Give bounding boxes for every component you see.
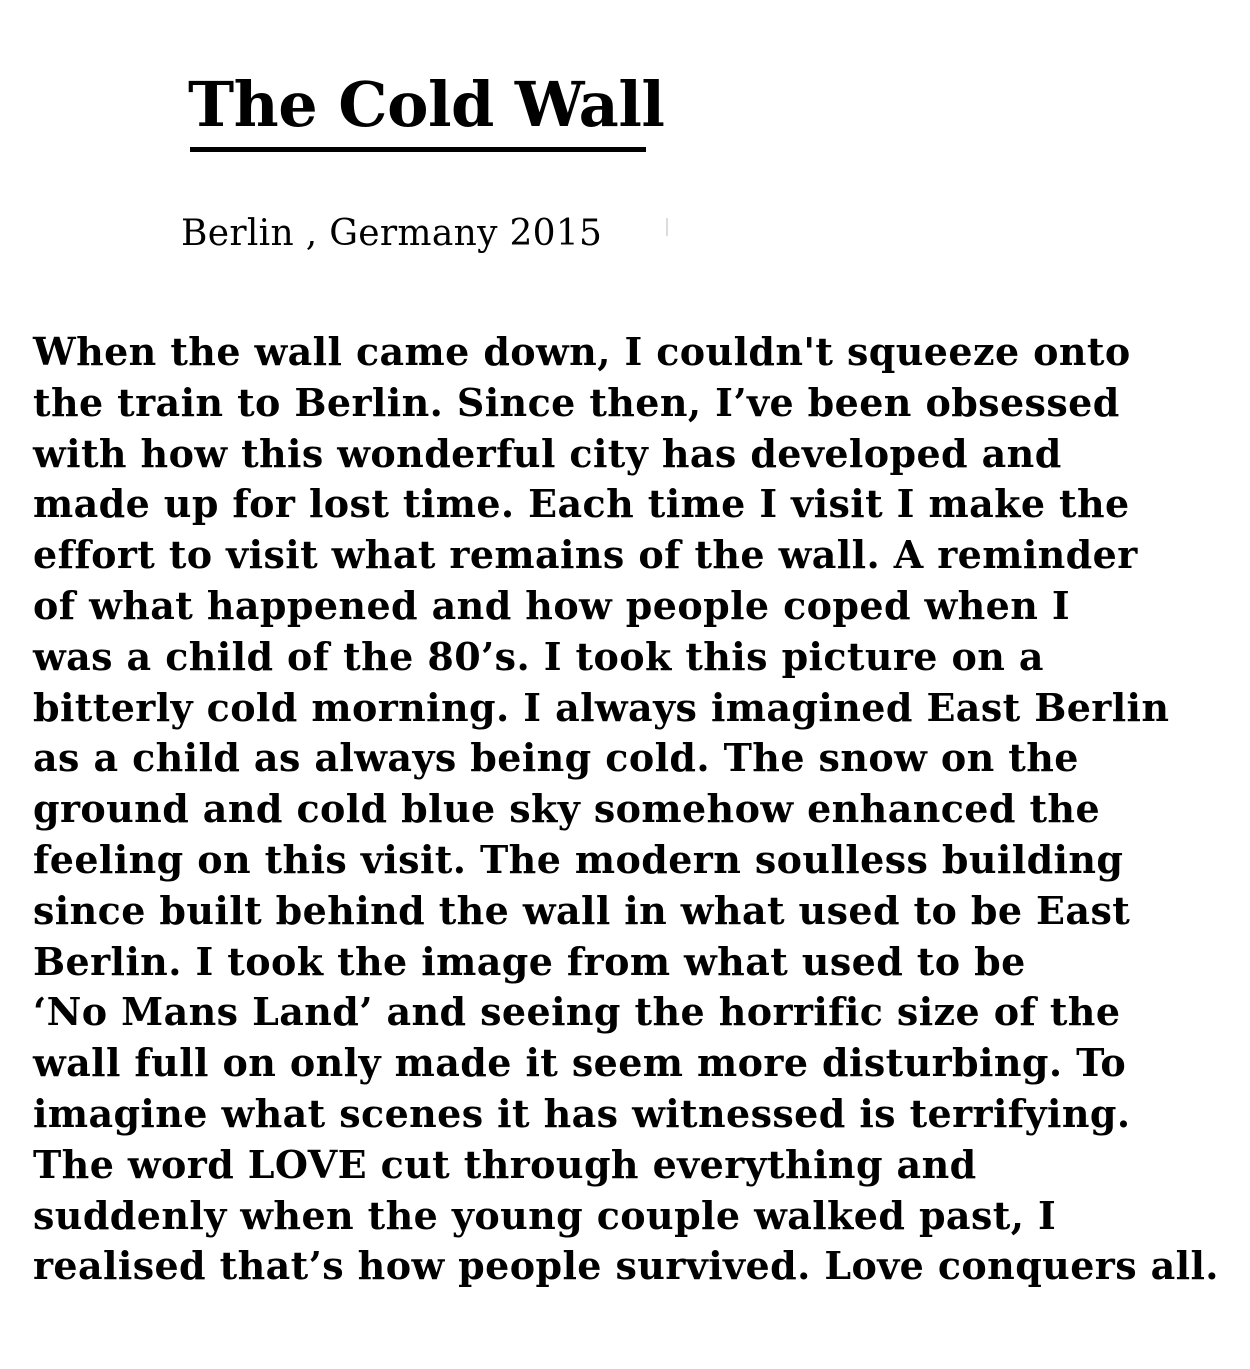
- body-paragraph: [33, 327, 1243, 1292]
- location-date-subtitle: Berlin , Germany 2015: [181, 213, 603, 254]
- body-line: as a child as always being cold. The snow on the: [33, 735, 1079, 781]
- body-line: effort to visit what remains of the wall. A reminder: [33, 532, 1138, 578]
- title-block: [188, 68, 665, 142]
- page-title: The Cold Wall: [188, 68, 665, 141]
- body-line: made up for lost time. Each time I visit I make the: [33, 481, 1130, 527]
- body-line: ground and cold blue sky somehow enhanced the: [33, 786, 1101, 832]
- body-line: was a child of the 80’s. I took this picture on a: [33, 633, 1044, 679]
- body-line: of what happened and how people coped when I: [33, 582, 1071, 628]
- body-line: since built behind the wall in what used to be East: [33, 887, 1131, 933]
- body-line: with how this wonderful city has developed and: [33, 430, 1062, 476]
- body-line: feeling on this visit. The modern soulless building: [33, 836, 1124, 882]
- body-line: wall full on only made it seem more disturbing. To: [33, 1040, 1127, 1086]
- body-line: The word LOVE cut through everything and: [33, 1141, 977, 1187]
- body-line: Berlin. I took the image from what used to be: [33, 938, 1026, 984]
- text-cursor-mark: [666, 218, 668, 236]
- body-line: bitterly cold morning. I always imagined East Berlin: [33, 684, 1170, 730]
- body-line: the train to Berlin. Since then, I’ve been obsessed: [33, 379, 1120, 425]
- body-line: When the wall came down, I couldn't squeeze onto: [33, 329, 1131, 374]
- body-line: ‘No Mans Land’ and seeing the horrific size of the: [33, 989, 1121, 1035]
- body-line: imagine what scenes it has witnessed is terrifying.: [33, 1090, 1131, 1136]
- body-line: realised that’s how people survived. Love conquers all.: [33, 1243, 1219, 1289]
- body-line: suddenly when the young couple walked past, I: [33, 1192, 1057, 1238]
- title-underline: [190, 147, 646, 152]
